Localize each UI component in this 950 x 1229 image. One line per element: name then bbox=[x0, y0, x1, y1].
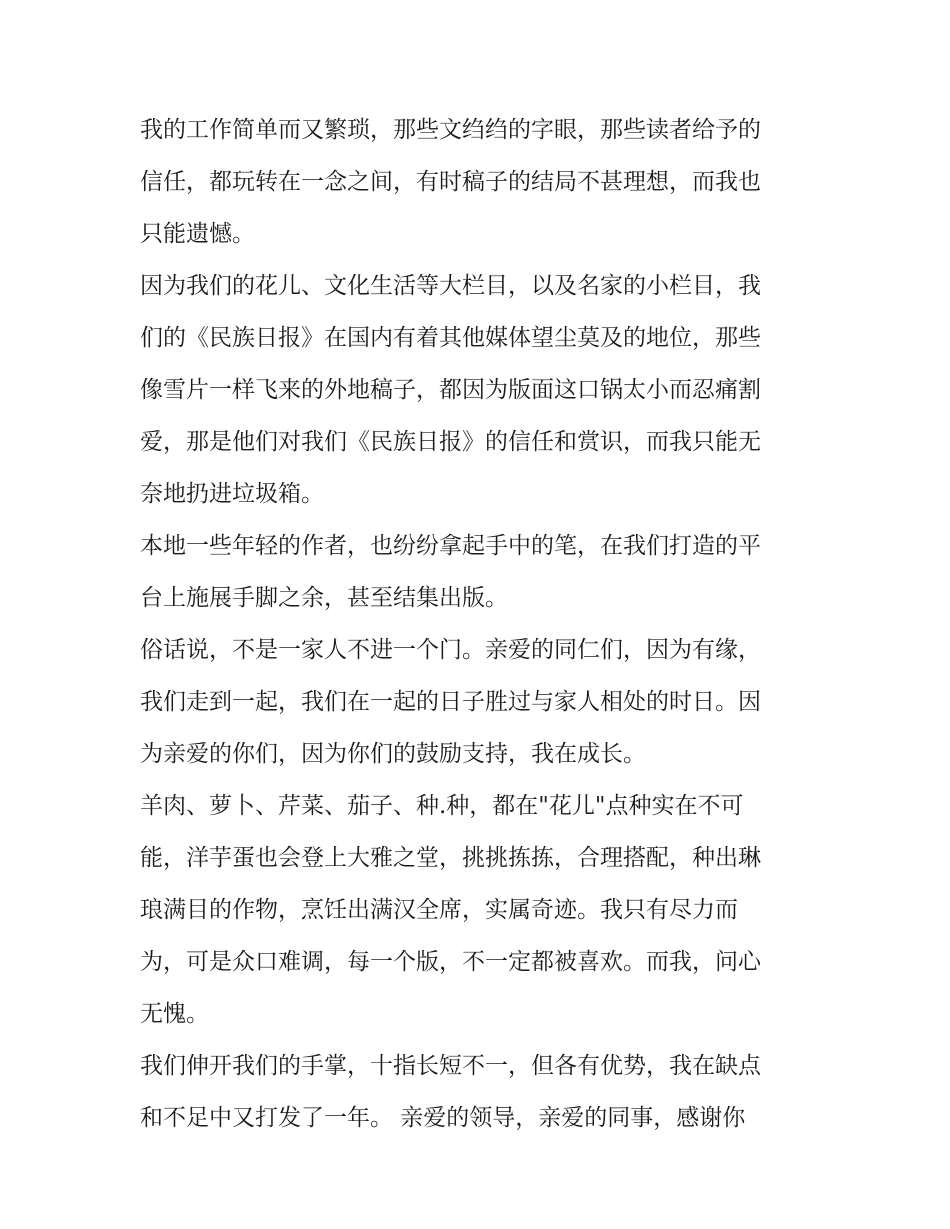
text-line: 因为我们的花儿、文化生活等大栏目，以及名家的小栏目，我 bbox=[140, 273, 761, 299]
text-line: 像雪片一样飞来的外地稿子，都因为版面这口锅太小而忍痛割 bbox=[140, 377, 761, 403]
text-line: 琅满目的作物，烹饪出满汉全席，实属奇迹。我只有尽力而 bbox=[140, 897, 738, 923]
text-line: 能，洋芋蛋也会登上大雅之堂，挑挑拣拣，合理搭配，种出琳 bbox=[140, 845, 761, 871]
text-line: 我们走到一起，我们在一起的日子胜过与家人相处的时日。因 bbox=[140, 689, 761, 715]
text-line: 信任，都玩转在一念之间，有时稿子的结局不甚理想，而我也 bbox=[140, 169, 761, 195]
text-line: 为亲爱的你们，因为你们的鼓励支持，我在成长。 bbox=[140, 741, 646, 767]
document-body bbox=[140, 104, 820, 1144]
text-line: 无愧。 bbox=[140, 1001, 209, 1027]
text-line: 我的工作简单而又繁琐，那些文绉绉的字眼，那些读者给予的 bbox=[140, 117, 761, 143]
text-line: 羊肉、萝卜、芹菜、茄子、种.种，都在"花儿"点种实在不可 bbox=[140, 793, 744, 819]
text-line: 本地一些年轻的作者，也纷纷拿起手中的笔，在我们打造的平 bbox=[140, 533, 761, 559]
text-line: 和不足中又打发了一年。 亲爱的领导，亲爱的同事，感谢你 bbox=[140, 1105, 746, 1131]
text-line: 奈地扔进垃圾箱。 bbox=[140, 481, 324, 507]
text-line: 我们伸开我们的手掌，十指长短不一，但各有优势，我在缺点 bbox=[140, 1053, 761, 1079]
text-line: 只能遗憾。 bbox=[140, 221, 255, 247]
text-line: 台上施展手脚之余，甚至结集出版。 bbox=[140, 585, 508, 611]
text-line: 爱，那是他们对我们《民族日报》的信任和赏识，而我只能无 bbox=[140, 429, 761, 455]
text-line: 为，可是众口难调，每一个版，不一定都被喜欢。而我，问心 bbox=[140, 949, 761, 975]
text-line: 俗话说，不是一家人不进一个门。亲爱的同仁们，因为有缘， bbox=[140, 637, 761, 663]
text-line: 们的《民族日报》在国内有着其他媒体望尘莫及的地位，那些 bbox=[140, 325, 761, 351]
